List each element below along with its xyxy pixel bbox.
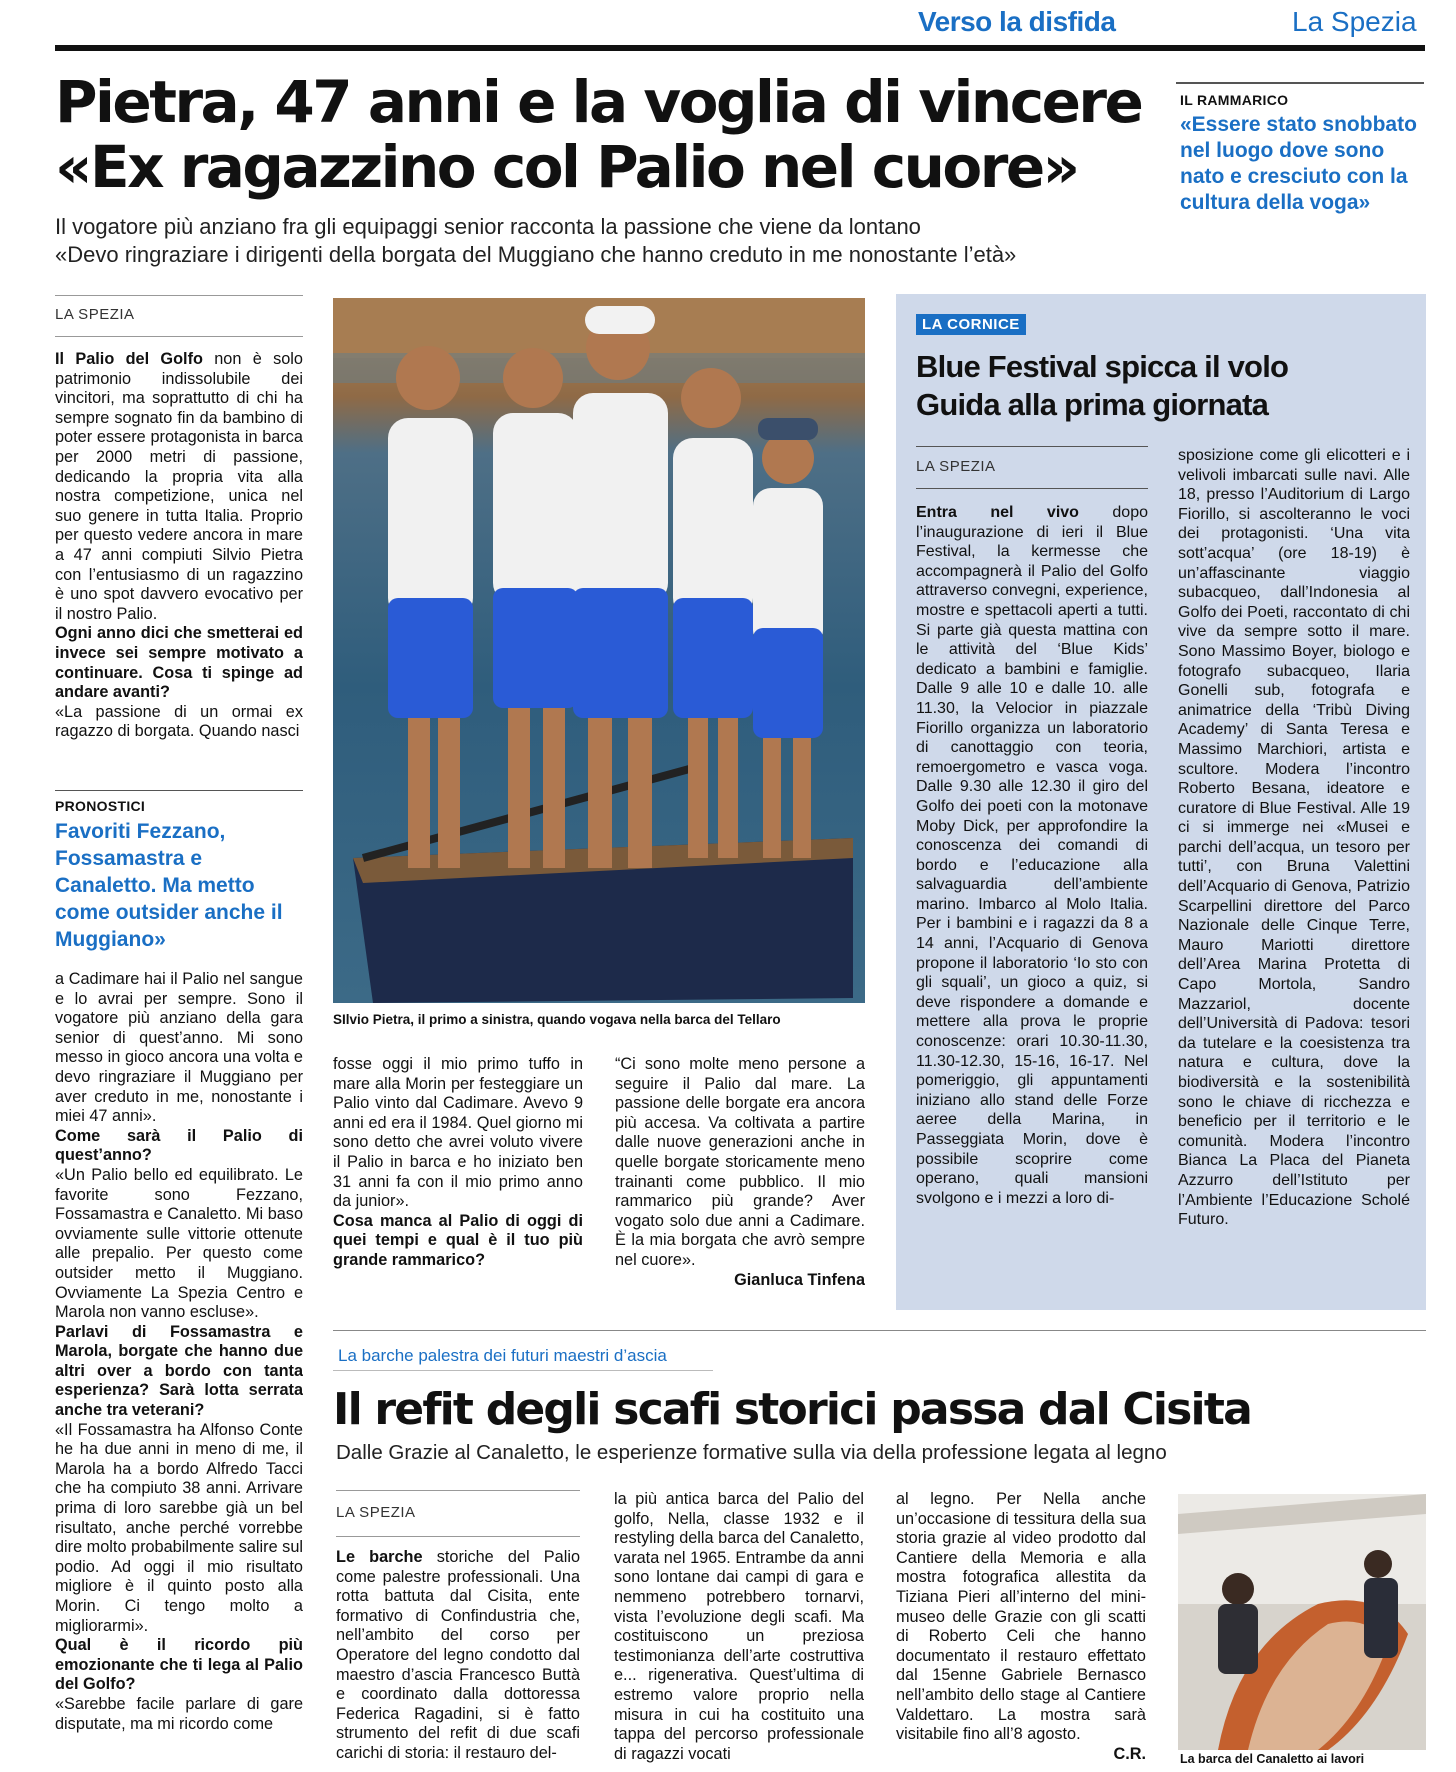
bf-byline-rule: [916, 488, 1148, 489]
main-byline: LA SPEZIA: [55, 306, 135, 323]
refit-headline: Il refit degli scafi storici passa dal Cisita: [333, 1384, 1251, 1435]
refit-col2-text: la più antica barca del Palio del golfo, Nella, classe 1932 e il restyling della barca del Canaletto, varata nel 1965. Entrambe da anni sono lontane dai campi di gara e nemmeno potrebbero tornarvi, vista l’evoluzione degli scafi. Ma costituiscono un preziosa testimonianza dell’arte costruttiva e... rigenerativa. Quest’ultima di estremo valore proprio nella misura in cui ha costituito una tappa del percorso professionale di ragazzi vocati: [614, 1490, 864, 1763]
boat-photo-caption: La barca del Canaletto ai lavori: [1180, 1752, 1365, 1766]
refit-kicker: La barche palestra dei futuri maestri d’ascia: [338, 1346, 667, 1365]
question-2: Come sarà il Palio di quest’anno?: [55, 1126, 303, 1165]
refit-byline: LA SPEZIA: [336, 1504, 416, 1521]
main-col2: [333, 1055, 583, 1325]
bf-byline: LA SPEZIA: [916, 458, 996, 475]
refit-lead: Le barche: [336, 1548, 423, 1566]
refit-col2: [614, 1490, 864, 1764]
boat-workshop-photo: [1178, 1494, 1426, 1750]
main-headline: [55, 70, 1175, 200]
bf-col1: [916, 503, 1148, 1303]
bf-col1-text: dopo l’inaugurazione di ieri il Blue Festival, la kermesse che accompagnerà il Palio del Golfo attraverso convegni, experience, mostre e spettacoli aperti a tutti. Si parte già questa mattina con le attività del ‘Blue Kids’ dedicato a bambini e famiglie. Dalle 9 alle 10 e dalle 10. alle 11.30, la Velocior in piazzale Fiorillo organizza un laboratorio di canottaggio con teoria, remoergometro e vasca voga. Dalle 9.30 alle 12.30 il giro del Golfo dei poeti con la motonave Moby Dick, per approfondire la conoscenza dei comandi di bordo e l’educazione alla salvaguardia dell’ambiente marino. Imbarco al Molo Italia. Per i bambini e i ragazzi da 8 a 14 anni, l’Acquario di Genova propone il laboratorio ‘Io sto con gli squali’, un gioco a quiz, si deve rispondere a domande e mettere alla prova le proprie conoscenze: orari 10.30-11.30, 11.30-12.30, 15-16, 16-17. Nel pomeriggio, gli appuntamenti iniziano allo stand delle Forze aeree della Marina, in Passeggiata Morin, dove è possibile scoprire come operano, quali mansioni svolgono e i mezzi a loro di-: [916, 504, 1148, 1207]
col1-byline-rule: [55, 336, 303, 337]
answer-3: «Il Fossamastra ha Alfonso Conte he ha due anni in meno di me, il Marola ha a bordo Alfredo Tacci che ha compiuto 38 anni. Arrivare prima di loro sarebbe già un bel risultato, anche perché vorrebbe dire molto probabilmente salire sul podio. Ad oggi il mio risultato migliore è il quinto posto alla Morin. Ci tengo molto a migliorarmi».: [55, 1420, 303, 1635]
sidebar-rule: [1176, 82, 1424, 84]
main-col1b: [55, 970, 303, 1765]
bf-col2: [1178, 446, 1410, 1303]
pronostici-kicker: PRONOSTICI: [55, 798, 146, 814]
refit-byline-top-rule: [336, 1490, 580, 1491]
bf-col2-text: sposizione come gli elicotteri e i velivoli imbarcati sulle navi. Alle 18, presso l’Auditorium di Largo Fiorillo, si ascolteranno le voci dei protagonisti. ‘Una vita sott’acqua’ (ore 18-19) è un’affascinante viaggio subacqueo, dall’Indonesia al Golfo dei Poeti, raccontato di chi vive da sempre sotto il mare. Sono Massimo Boyer, biologo e fotografo subacqueo, Ilaria Gonelli sub, fotografa e animatrice della ‘Tribù Diving Academy’ di Santa Teresa e Massimo Marchiori, artista e scultore. Modera l’incontro Roberto Besana, ideatore e curatore di Blue Festival. Alle 19 ci si immerge nei «Musei e parchi dell’acqua, un tesoro per tutti’, con Bruna Valettini dell’Acquario di Genova, Patrizio Scarpellini direttore del Parco Nazionale delle Cinque Terre, Mauro Mariotti direttore dell’Area Marina Protetta di Capo Mortola, Sandro Mazzariol, docente dell’Università di Padova: tesori da tutelare e la coesistenza tra natura e cultura, dove la biodiversità e la sostenibilità sono le chiave di ricchezza e beneficio per il territorio e le comunità. Modera l’incontro Bianca La Placa del Pianeta Azzurro dell’Istituto per l’Ambiente l’Educazione Scholé Futuro.: [1178, 447, 1410, 1229]
refit-col3: [896, 1490, 1146, 1764]
blue-festival-title: [916, 348, 1416, 424]
sidebar-quote: «Essere stato snobbato nel luogo dove sono nato e cresciuto con la cultura della voga»: [1180, 113, 1417, 214]
main-col3-text: “Ci sono molte meno persone a seguire il Palio dal mare. La passione delle borgate era ancora più accesa. Va coltivata a partire dalle nuove generazioni anche in quelle borgate storicamente meno trainanti come pubblico. Il mio rammarico più grande? Aver vogato solo due anni a Cadimare. È la mia borgata che avrò sempre nel cuore».: [615, 1055, 865, 1269]
refit-kicker-rule: [333, 1370, 713, 1371]
main-col1: [55, 350, 303, 762]
headline-line-2: «Ex ragazzino col Palio nel cuore»: [55, 133, 1078, 201]
sidebar-quote-box: [1180, 92, 1424, 216]
header-rule: [55, 45, 1425, 51]
refit-top-rule: [333, 1330, 1426, 1331]
refit-signature: C.R.: [1113, 1744, 1146, 1763]
main-col3: [615, 1055, 865, 1325]
refit-subhead: Dalle Grazie al Canaletto, le esperienze formative sulla via della professione legata al legno: [336, 1441, 1167, 1464]
bf-title-line-2: Guida alla prima giornata: [916, 387, 1269, 422]
subhead-line-2: «Devo ringraziare i dirigenti della borgata del Muggiano che hanno creduto in me nonostante l’età»: [55, 242, 1017, 267]
pronostici-rule: [55, 790, 303, 791]
bf-title-line-1: Blue Festival spicca il volo: [916, 349, 1289, 384]
main-col1-text: non è solo patrimonio indissolubile dei vincitori, ma soprattutto di chi ha sempre sognato fin da bambino di poter essere protagonista in barca per 2000 metri di passione, dedicando la propria vita alla nostra competizione, unica nel suo genere in tutta Italia. Proprio per questo vedere ancora in mare a 47 anni compiuti Silvio Pietra con l’entusiasmo di un ragazzino è uno spot davvero evocativo per il nostro Palio.: [55, 350, 303, 623]
city-label: La Spezia: [1292, 6, 1417, 37]
answer-2: «Un Palio bello ed equilibrato. Le favorite sono Fezzano, Fossamastra e Canaletto. Mi baso ovviamente sulle vittorie ottenute alle prepalio. Per questo come outsider metto il Muggiano. Ovviamente La Spezia Centro e Marola non vanno escluse».: [55, 1165, 303, 1322]
main-subhead: [55, 213, 1175, 269]
headline-line-1: Pietra, 47 anni e la voglia di vincere: [55, 68, 1142, 136]
question-1: Ogni anno dici che smetterai ed invece sei sempre motivato a continuare. Cosa ti spinge ad andare avanti?: [55, 624, 303, 702]
main-lead: Il Palio del Golfo: [55, 350, 203, 368]
answer-4: «Sarebbe facile parlare di gare disputate, ma mi ricordo come: [55, 1694, 303, 1733]
cornice-tag-label: LA CORNICE: [916, 314, 1026, 335]
rowers-illustration: [333, 298, 865, 1003]
pronostici-quote: Favoriti Fezzano, Fossamastra e Canaletto. Ma metto come outsider anche il Muggiano»: [55, 820, 283, 951]
pronostici-box: [55, 798, 303, 953]
subhead-line-1: Il vogatore più anziano fra gli equipaggi senior racconta la passione che viene da lontano: [55, 214, 921, 239]
rowers-photo-caption: SIlvio Pietra, il primo a sinistra, quando vogava nella barca del Tellaro: [333, 1012, 781, 1027]
question-4: Qual è il ricordo più emozionante che ti lega al Palio del Golfo?: [55, 1636, 303, 1694]
bf-top-rule: [916, 446, 1148, 447]
section-title: Verso la disfida: [918, 6, 1116, 37]
main-col2-text: fosse oggi il mio primo tuffo in mare alla Morin per festeggiare un Palio vinto dal Cadimare. Avevo 9 anni ed era il 1984. Quel giorno mi sono detto che avrei voluto vivere il Palio in barca e ho iniziato ben 31 anni fa con il mio primo anno da junior».: [333, 1055, 583, 1211]
col1-top-rule: [55, 295, 303, 296]
author-signature: Gianluca Tinfena: [734, 1270, 865, 1289]
refit-col1: [336, 1548, 580, 1764]
cornice-tag: [916, 314, 1026, 335]
sidebar-kicker: IL RAMMARICO: [1180, 92, 1289, 108]
answer-1: «La passione di un ormai ex ragazzo di borgata. Quando nasci: [55, 702, 303, 741]
refit-col3-text: al legno. Per Nella anche un’occasione di tessitura della sua storia grazie al video prodotto dal Cantiere della Memoria e alla mostra fotografica allestita da Tiziana Pieri all’interno del mini-museo delle Grazie con gli scatti di Roberto Celi che hanno documentato il restauro effettato dal 15enne Gabriele Bernasco nell’ambito dello stage al Cantiere Valdettaro. La mostra sarà visitabile fino all’8 agosto.: [896, 1490, 1146, 1744]
main-col1b-text: a Cadimare hai il Palio nel sangue e lo avrai per sempre. Sono il vogatore più anziano della gara senior di quest’anno. Mi sono messo in gioco ancora una volta e devo ringraziare il Muggiano per aver creduto in me, nonostante i miei 47 anni».: [55, 970, 303, 1126]
question-5: Cosa manca al Palio di oggi di quei tempi e qual è il tuo più grande rammarico?: [333, 1211, 583, 1269]
workshop-illustration: [1178, 1494, 1426, 1750]
question-3: Parlavi di Fossamastra e Marola, borgate che hanno due altri over a bordo con tanta esperienza? Sarà lotta serrata anche tra veterani?: [55, 1322, 303, 1420]
bf-lead: Entra nel vivo: [916, 504, 1079, 521]
refit-col1-text: storiche del Palio come palestre professionali. Una rotta battuta dal Cisita, ente formativo di Confindustria che, nell’ambito del corso per Operatore del legno condotto dal maestro d’ascia Francesco Buttà e coordinato dalla dottoressa Federica Ragadini, si è fatto strumento del refit di due scafi carichi di storia: il restauro del-: [336, 1548, 580, 1762]
rowers-photo: [333, 298, 865, 1003]
refit-byline-rule: [336, 1536, 580, 1537]
